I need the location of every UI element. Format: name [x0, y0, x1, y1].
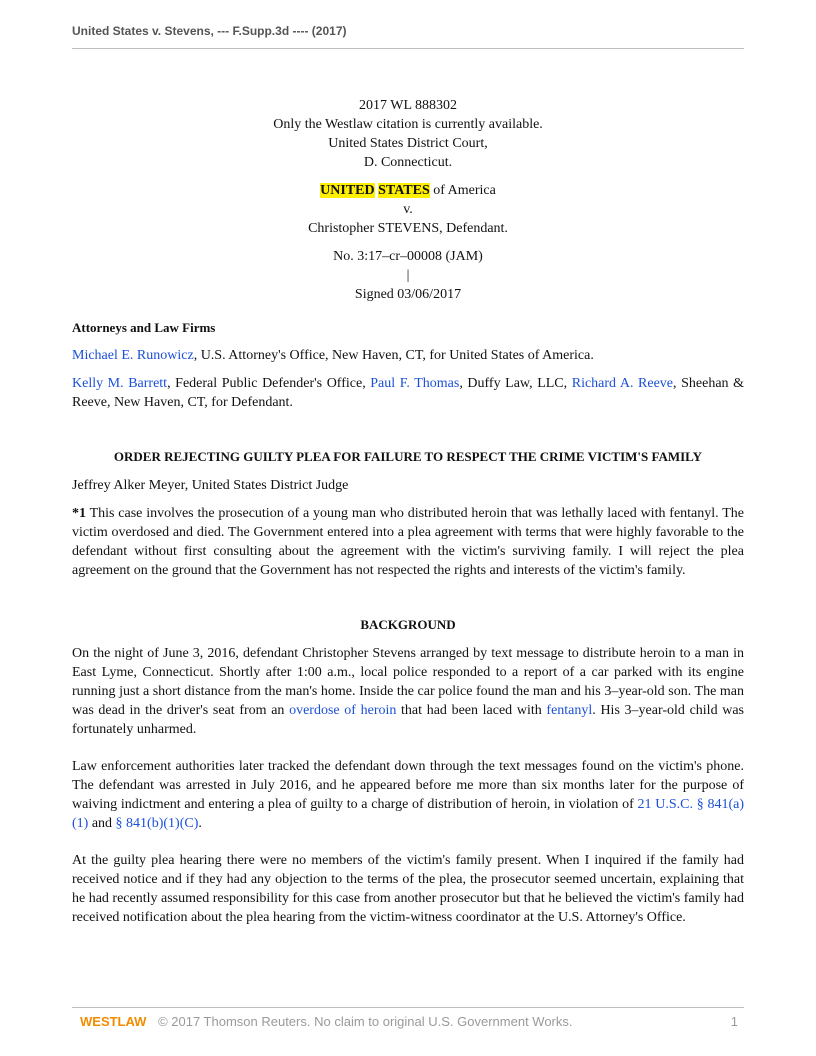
- attorney-link[interactable]: Richard A. Reeve: [571, 376, 674, 391]
- judge-line: Jeffrey Alker Meyer, United States District Judge: [72, 478, 349, 493]
- citation-block: [72, 96, 744, 172]
- topic-link[interactable]: fentanyl: [546, 703, 593, 718]
- statute-link[interactable]: § 841(b)(1)(C): [115, 816, 199, 831]
- docket-number: No. 3:17–cr–00008 (JAM): [333, 249, 483, 264]
- westlaw-citation: 2017 WL 888302: [359, 98, 457, 113]
- topic-link[interactable]: overdose of heroin: [289, 703, 397, 718]
- background-heading: BACKGROUND: [360, 617, 456, 632]
- attorneys-plaintiff: Michael E. Runowicz, U.S. Attorney's Office, New Haven, CT, for United States of America.: [72, 348, 594, 363]
- citation-note: Only the Westlaw citation is currently available.: [273, 117, 543, 132]
- statute-link[interactable]: 21 U.S.C. § 841(a)(1): [72, 797, 744, 831]
- star-page-marker: *1: [72, 506, 86, 521]
- docket-separator: |: [406, 268, 410, 283]
- plaintiff-name: UNITED STATES of America: [320, 183, 496, 198]
- defendant-name: Christopher STEVENS, Defendant.: [308, 221, 508, 236]
- page-footer: [72, 1007, 744, 1029]
- attorneys-heading: Attorneys and Law Firms: [72, 320, 216, 335]
- court-district: D. Connecticut.: [363, 155, 453, 170]
- court-name: United States District Court,: [328, 136, 488, 151]
- document-body: [72, 96, 744, 936]
- search-hit-highlight: STATES: [378, 183, 430, 198]
- running-header-title: United States v. Stevens, --- F.Supp.3d ---- (2017): [72, 24, 744, 49]
- parties-block: [72, 181, 744, 238]
- search-hit-highlight: UNITED: [320, 183, 375, 198]
- docket-block: [72, 247, 744, 304]
- attorney-link[interactable]: Kelly M. Barrett: [72, 376, 168, 391]
- westlaw-logo: WESTLAW: [80, 1014, 147, 1029]
- background-paragraph-1: On the night of June 3, 2016, defendant Christopher Stevens arranged by text message to distribute heroin to a man in East Lyme, Connecticut. Shortly after 1:00 a.m., local police responded to a report of a car parked with its engine running just a short distance from the man's home. Inside the car police found the man and his 3–year-old son. The man was dead in the driver's seat from an overdose of heroin that had been laced with fentanyl. His 3–year-old child was fortunately unharmed.: [72, 646, 745, 737]
- signed-date: Signed 03/06/2017: [354, 287, 462, 302]
- background-paragraph-3: At the guilty plea hearing there were no members of the victim's family present. When I inquired if the family had received notice and if they had any objection to the terms of the plea, the prosecutor seemed uncertain, explaining that he had recently assumed responsibility for this case from another prosecutor but that he believed the victim's family had received notification about the plea hearing from the victim-witness coordinator at the U.S. Attorney's Office.: [72, 853, 744, 925]
- attorney-link[interactable]: Paul F. Thomas: [370, 376, 460, 391]
- page-number: 1: [730, 1014, 738, 1029]
- opinion-intro: *1 This case involves the prosecution of a young man who distributed heroin that was lethally laced with fentanyl. The victim overdosed and died. The Government entered into a plea agreement with terms that were highly favorable to the defendant without first consulting about the agreement with the victim's surviving family. I will reject the plea agreement on the ground that the Government has not respected the rights and interests of the victim's family.: [72, 506, 744, 578]
- attorneys-defendant: Kelly M. Barrett, Federal Public Defender's Office, Paul F. Thomas, Duffy Law, LLC, Richard A. Reeve, Sheehan & Reeve, New Haven, CT, for Defendant.: [72, 376, 745, 410]
- attorney-link[interactable]: Michael E. Runowicz: [72, 348, 194, 363]
- copyright-notice: © 2017 Thomson Reuters. No claim to original U.S. Government Works.: [158, 1014, 573, 1029]
- opinion-title: ORDER REJECTING GUILTY PLEA FOR FAILURE TO RESPECT THE CRIME VICTIM'S FAMILY: [113, 449, 703, 464]
- versus: v.: [403, 202, 413, 217]
- background-paragraph-2: Law enforcement authorities later tracked the defendant down through the text messages found on the victim's phone. The defendant was arrested in July 2016, and he appeared before me more than six months later for the purpose of waiving indictment and entering a plea of guilty to a charge of distribution of heroin, in violation of 21 U.S.C. § 841(a)(1) and § 841(b)(1)(C).: [72, 759, 744, 831]
